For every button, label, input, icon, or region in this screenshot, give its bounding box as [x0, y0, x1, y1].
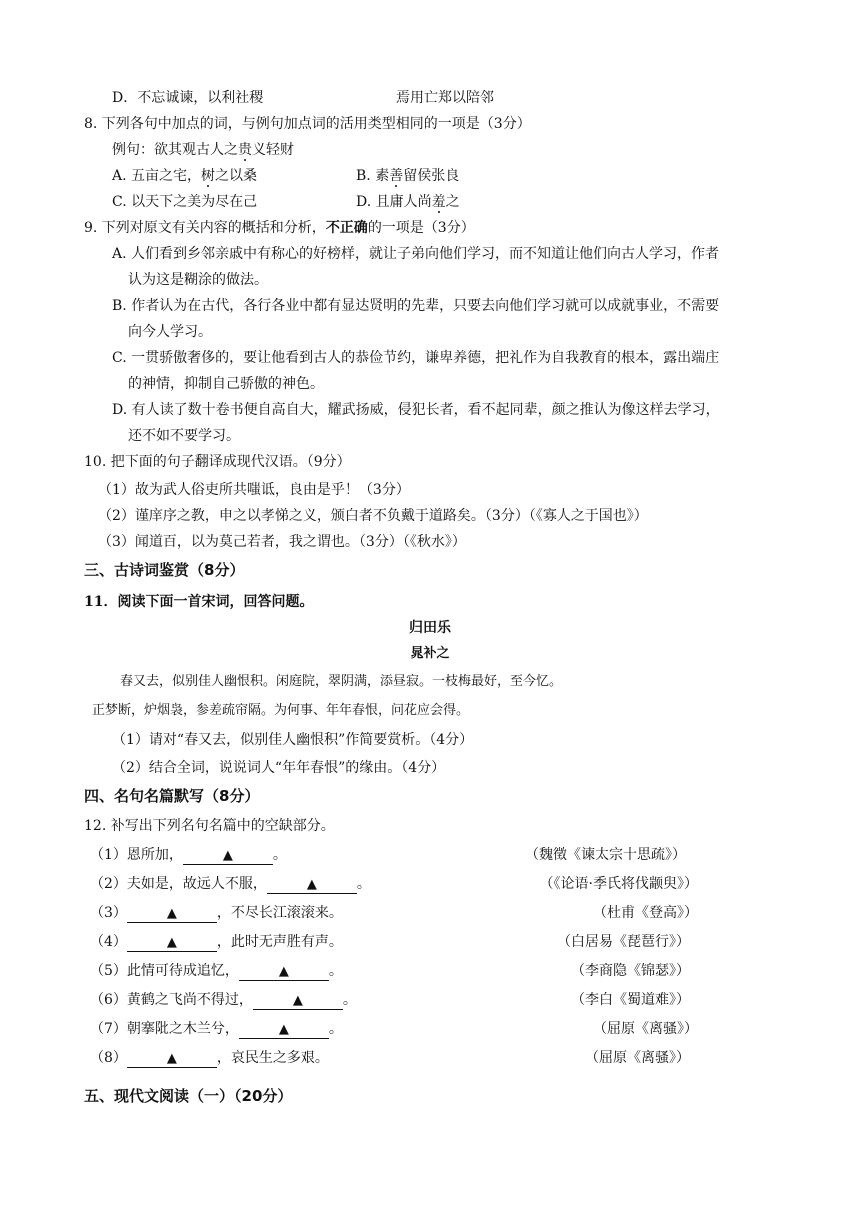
section-3-heading: 三、古诗词鉴赏（8分） — [84, 561, 245, 579]
poem-author: 晁补之 — [410, 646, 450, 661]
q12-item-source: （杜甫《登高》） — [593, 905, 698, 921]
q12-item — [90, 932, 343, 952]
q12-item-prefix: （6）黄鹤之飞尚不得过， — [90, 992, 253, 1008]
q12-item-prefix: （4） — [90, 934, 127, 950]
q12-item-source: （屈原《离骚》） — [585, 1050, 690, 1066]
q12-item-prefix: （1）恩所加， — [90, 847, 183, 863]
q12-item-prefix: （7）朝搴阰之木兰兮， — [90, 1021, 239, 1037]
answer-blank[interactable]: ▲ — [239, 964, 329, 981]
q9-option-b-line1: B. 作者认为在古代，各行各业中都有显达贤明的先辈，只要去向他们学习就可以成就事业，不需要 — [112, 298, 720, 314]
poem-line-1: 春又去，似别佳人幽恨积。闲庭院，翠阴满，添昼寂。一枝梅最好，至今忆。 — [120, 674, 563, 689]
q12-item — [90, 990, 357, 1010]
q12-item-suffix: ，不尽长江滚滚来。 — [216, 905, 343, 921]
poem-title: 归田乐 — [409, 620, 451, 636]
q12-item — [90, 1048, 329, 1068]
q10-stem: 10. 把下面的句子翻译成现代汉语。（9分） — [84, 454, 351, 470]
q9-option-b-line2: 向今人学习。 — [128, 324, 212, 340]
q12-item-suffix: ，此时无声胜有声。 — [216, 934, 343, 950]
q12-item-source: （屈原《离骚》） — [593, 1021, 698, 1037]
q9-option-d-line2: 还不如不要学习。 — [128, 428, 240, 444]
q12-item-suffix: 。 — [342, 992, 357, 1008]
q8-stem: 8. 下列各句中加点的词，与例句加点词的活用类型相同的一项是（3分） — [84, 116, 531, 132]
q10-sentence-2: （2）谨庠序之教，申之以孝悌之义，颁白者不负戴于道路矣。（3分）（《寡人之于国也》） — [98, 508, 648, 524]
q9-stem: 9. 下列对原文有关内容的概括和分析，不正确的一项是（3分） — [84, 220, 475, 236]
q12-item-prefix: （5）此情可待成追忆， — [90, 963, 239, 979]
q8-option-a: A. 五亩之宅，树之以桑 — [112, 168, 258, 184]
poem-line-2: 正梦断，炉烟袅，参差疏帘隔。为何事、年年春恨，问花应会得。 — [92, 703, 470, 718]
q9-option-c-line1: C. 一贯骄傲奢侈的，要让他看到古人的恭俭节约，谦卑养德，把礼作为自我教育的根本，露出端庄 — [112, 350, 720, 366]
q10-sentence-3: （3）闻道百，以为莫己若者，我之谓也。（3分）（《秋水》） — [98, 534, 466, 550]
q12-item-suffix: 。 — [356, 876, 371, 892]
q12-item-suffix: 。 — [272, 847, 287, 863]
q12-item — [90, 903, 343, 923]
section-5-heading: 五、现代文阅读（一）（20分） — [84, 1087, 293, 1105]
q11-stem: 11．阅读下面一首宋词，回答问题。 — [84, 594, 314, 610]
q12-item-source: （《论语·季氏将伐颛臾》） — [539, 876, 698, 892]
answer-blank[interactable]: ▲ — [127, 935, 217, 952]
q12-item-prefix: （2）夫如是，故远人不服， — [90, 876, 267, 892]
answer-blank[interactable]: ▲ — [127, 906, 217, 923]
answer-blank[interactable]: ▲ — [127, 1051, 217, 1068]
q9-option-c-line2: 的神情，抑制自己骄傲的神色。 — [128, 376, 324, 392]
q8-option-d: D. 且庸人尚羞之 — [356, 194, 460, 210]
q12-item — [90, 1019, 343, 1039]
q9-option-a-line1: A. 人们看到乡邻亲戚中有称心的好榜样，就让子弟向他们学习，而不知道让他们向古人学习，作者 — [112, 246, 720, 262]
q12-item-suffix: 。 — [328, 1021, 343, 1037]
q12-item-prefix: （8） — [90, 1050, 127, 1066]
q12-item-source: （白居易《琵琶行》） — [557, 934, 690, 950]
q12-stem: 12. 补写出下列名句名篇中的空缺部分。 — [84, 818, 335, 834]
q12-item-suffix: 。 — [328, 963, 343, 979]
q8-option-c: C. 以天下之美为尽在己 — [112, 194, 258, 210]
q11-question-1: （1）请对“春又去，似别佳人幽恨积”作简要赏析。（4分） — [112, 732, 474, 748]
q9-option-a-line2: 认为这是糊涂的做法。 — [128, 272, 268, 288]
q12-item-source: （魏徵《谏太宗十思疏》） — [525, 847, 686, 863]
q11-question-2: （2）结合全词，说说词人“年年春恨”的缘由。（4分） — [112, 760, 446, 776]
q12-item-source: （李商隐《锦瑟》） — [571, 963, 690, 979]
section-4-heading: 四、名句名篇默写（8分） — [84, 787, 260, 805]
q10-sentence-1: （1）故为武人俗吏所共嗤诋，良由是乎！（3分） — [98, 482, 410, 498]
answer-blank[interactable]: ▲ — [267, 877, 357, 894]
q7-option-d: D．不忘诚谏，以利社稷 — [112, 90, 264, 106]
q12-item — [90, 961, 343, 981]
q12-item — [90, 874, 371, 894]
q12-item-source: （李白《蜀道难》） — [571, 992, 690, 1008]
q8-example: 例句：欲其观古人之贵义轻财 — [112, 142, 294, 158]
q9-option-d-line1: D. 有人读了数十卷书便自高自大，耀武扬威，侵犯长者，看不起同辈，颜之推认为像这样去学习， — [112, 402, 720, 418]
answer-blank[interactable]: ▲ — [239, 1022, 329, 1039]
q8-option-b: B. 素善留侯张良 — [356, 168, 460, 184]
q12-item-prefix: （3） — [90, 905, 127, 921]
answer-blank[interactable]: ▲ — [253, 993, 343, 1010]
q12-item-suffix: ，哀民生之多艰。 — [216, 1050, 329, 1066]
answer-blank[interactable]: ▲ — [183, 848, 273, 865]
q12-item — [90, 845, 287, 865]
q7-option-d-compare: 焉用亡郑以陪邻 — [396, 90, 494, 106]
